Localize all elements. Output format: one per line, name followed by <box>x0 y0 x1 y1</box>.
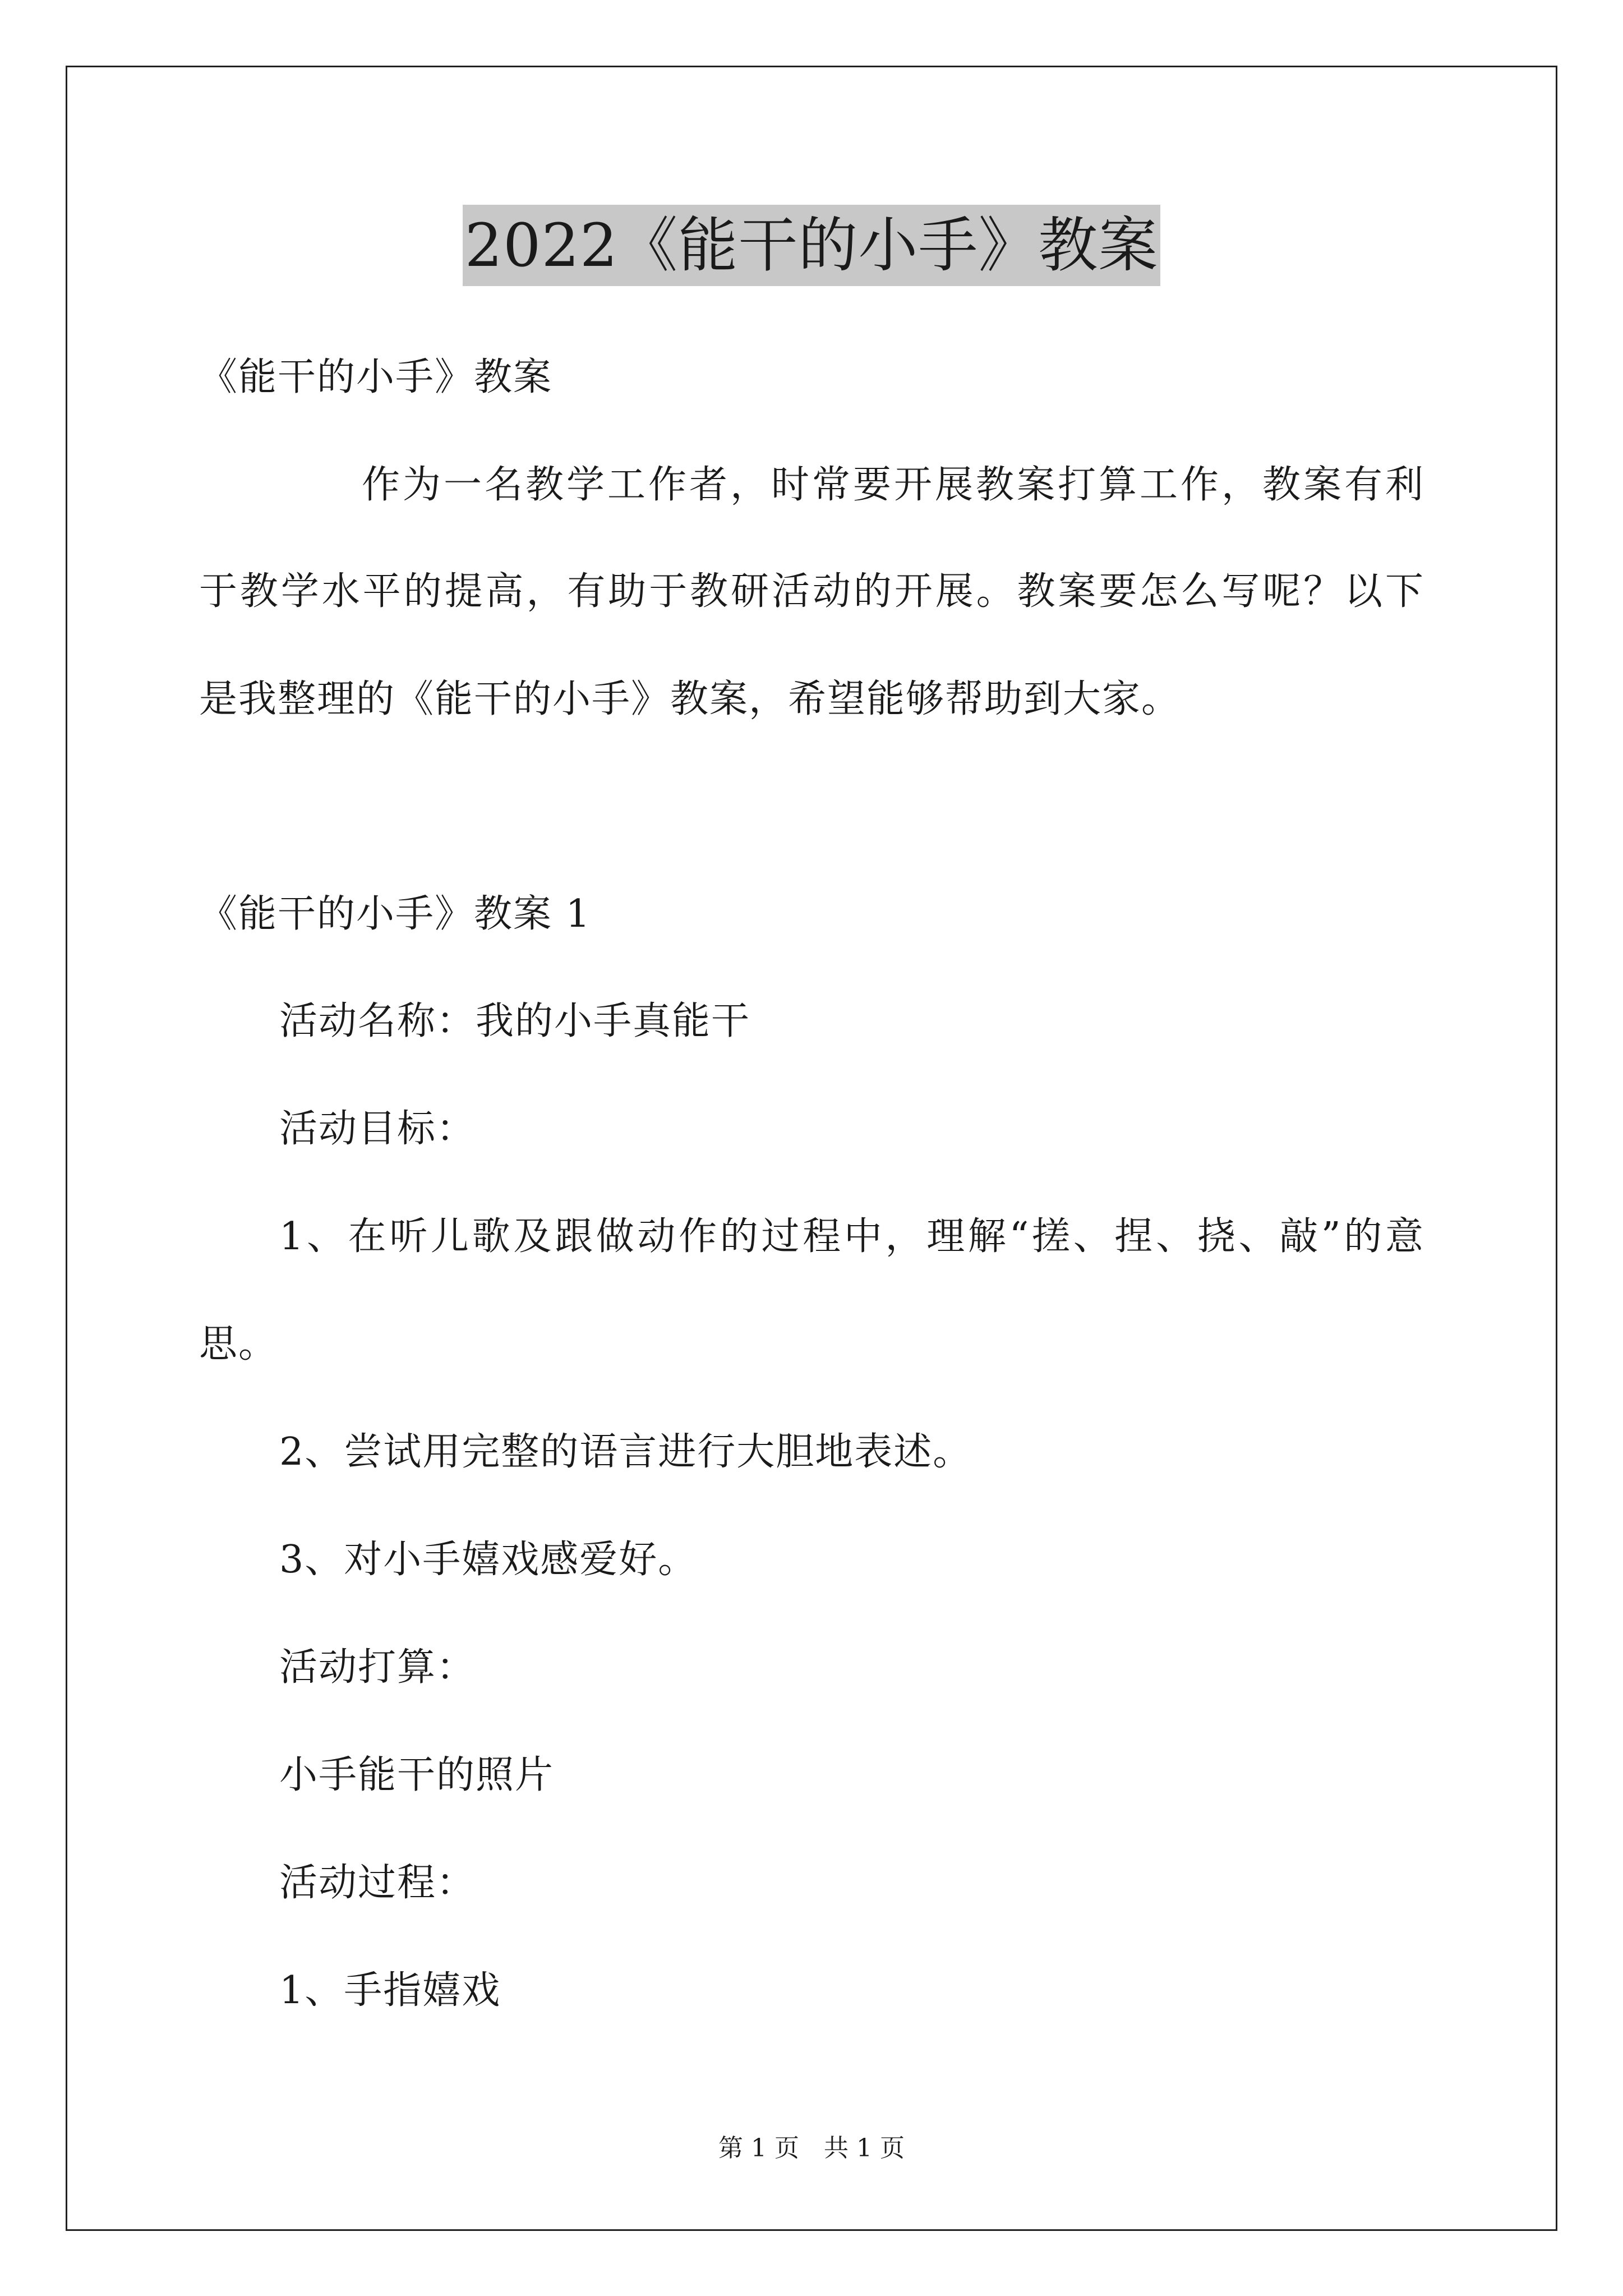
process-step-1: 1、手指嬉戏 <box>279 1968 501 2013</box>
page-title: 2022《能干的小手》教案 <box>463 205 1161 286</box>
goal-2: 2、尝试用完整的语言进行大胆地表述。 <box>279 1430 972 1474</box>
activity-name: 活动名称：我的小手真能干 <box>279 999 751 1043</box>
subtitle: 《能干的小手》教案 <box>199 355 553 399</box>
goal-1-line-1: 1、在听儿歌及跟做动作的过程中，理解“搓、捏、挠、敲”的意 <box>279 1214 1424 1259</box>
intro-paragraph-line-1: 作为一名教学工作者，时常要开展教案打算工作，教案有利 <box>362 463 1424 507</box>
goal-3: 3、对小手嬉戏感爱好。 <box>279 1538 698 1582</box>
prep-label: 活动打算： <box>279 1645 476 1690</box>
title-container <box>0 205 1623 286</box>
prep-item: 小手能干的照片 <box>279 1753 555 1797</box>
page-footer: 第 1 页 共 1 页 <box>718 2134 905 2162</box>
goal-1-line-2: 思。 <box>199 1322 278 1366</box>
goals-label: 活动目标： <box>279 1107 476 1151</box>
section-heading: 《能干的小手》教案 1 <box>199 892 591 936</box>
process-label: 活动过程： <box>279 1861 476 1905</box>
intro-paragraph-line-3: 是我整理的《能干的小手》教案，希望能够帮助到大家。 <box>199 677 1181 721</box>
intro-paragraph-line-2: 于教学水平的提高，有助于教研活动的开展。教案要怎么写呢？以下 <box>199 569 1424 614</box>
